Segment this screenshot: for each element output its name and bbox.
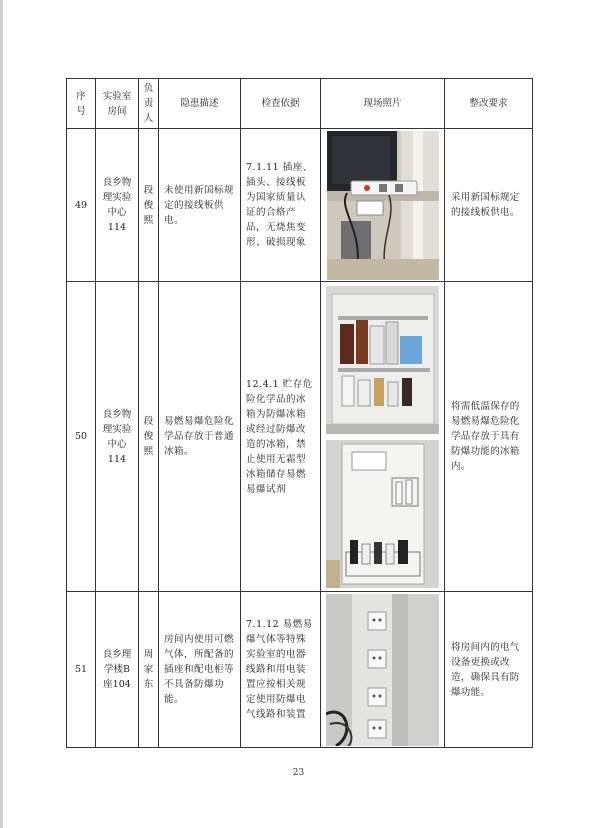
row-photo-cell xyxy=(321,592,445,748)
header-person xyxy=(139,79,159,129)
room-line: 114 xyxy=(107,222,127,233)
room-line: 114 xyxy=(107,453,127,465)
header-room-line-1: 实验室 xyxy=(102,90,132,102)
header-index xyxy=(67,79,96,129)
room-line: 理实验 xyxy=(102,423,132,435)
header-hazard: 隐患描述 xyxy=(159,79,241,129)
fridge-door-photo xyxy=(326,440,439,588)
row-hazard: 房间内使用可燃气体，所配备的插座和配电柜等不具备防爆功能。 xyxy=(159,592,241,748)
person-char: 俊 xyxy=(143,431,154,442)
person-char: 周 xyxy=(143,649,154,660)
row-person xyxy=(139,282,159,592)
room-line: 良乡物 xyxy=(102,408,132,420)
header-index-char-2: 号 xyxy=(76,105,86,117)
row-room xyxy=(96,129,139,282)
fridge-shelf-photo xyxy=(326,286,439,434)
row-requirement: 将需低温保存的易燃易爆危险化学品存放于具有防爆功能的冰箱内。 xyxy=(445,282,533,592)
room-line: 理实验 xyxy=(102,192,132,203)
header-room-line-2: 房间 xyxy=(107,105,127,117)
power-strip-photo xyxy=(327,131,439,280)
row-person xyxy=(139,592,159,748)
header-index-char-1: 序 xyxy=(76,90,86,102)
header-row xyxy=(67,79,533,129)
wall-socket-photo xyxy=(326,594,439,746)
row-basis: 12.4.1 贮存危险化学品的冰箱为防爆冰箱或经过防爆改造的冰箱，禁止使用无霜型冰箱储存易燃易爆试剂 xyxy=(241,282,321,592)
room-line: 中心 xyxy=(107,207,127,218)
row-index: 50 xyxy=(67,282,96,592)
person-char: 熙 xyxy=(143,446,154,457)
header-person-char-3: 人 xyxy=(143,113,154,124)
row-requirement: 采用新国标规定的接线板供电。 xyxy=(445,129,533,282)
header-room xyxy=(96,79,139,129)
page-edge xyxy=(0,0,3,828)
row-index: 51 xyxy=(67,592,96,748)
table-row xyxy=(67,592,533,748)
person-char: 俊 xyxy=(143,199,154,211)
row-photo-cell xyxy=(321,129,445,282)
row-room xyxy=(96,282,139,592)
room-line: 良乡理 xyxy=(102,649,132,660)
header-requirement: 整改要求 xyxy=(445,79,533,129)
person-char: 段 xyxy=(143,184,154,196)
header-person-char-1: 负 xyxy=(143,83,154,94)
table-row xyxy=(67,129,533,282)
room-line: 座104 xyxy=(103,679,131,690)
person-char: 家 xyxy=(143,664,154,675)
page-number: 23 xyxy=(292,768,305,778)
header-basis: 检查依据 xyxy=(241,79,321,129)
person-char: 东 xyxy=(143,679,154,690)
row-requirement: 将房间内的电气设备更换或改造，确保具有防爆功能。 xyxy=(445,592,533,748)
row-basis: 7.1.11 插座、插头、接线板为国家质量认证的合格产品，无烧焦变形、破损现象 xyxy=(241,129,321,282)
room-line: 中心 xyxy=(107,438,127,450)
row-room xyxy=(96,592,139,748)
room-line: 学楼B xyxy=(104,664,130,675)
fridge-door-photo-graphic xyxy=(326,440,439,588)
room-line: 良乡物 xyxy=(102,177,132,188)
inspection-table xyxy=(66,78,533,748)
wall-socket-photo-graphic xyxy=(326,594,439,746)
fridge-shelf-photo-graphic xyxy=(326,286,439,434)
table-row xyxy=(67,282,533,592)
header-person-char-2: 责 xyxy=(143,98,154,109)
row-hazard: 易燃易爆危险化学品存放于普通冰箱。 xyxy=(159,282,241,592)
header-photo: 现场照片 xyxy=(321,79,445,129)
row-index: 49 xyxy=(67,129,96,282)
person-char: 段 xyxy=(143,416,154,427)
row-photo-cell xyxy=(321,282,445,592)
row-basis: 7.1.12 易燃易爆气体等特殊实验室的电器线路和用电装置应按相关规定使用防爆电气线路和装置 xyxy=(241,592,321,748)
person-char: 熙 xyxy=(143,214,154,226)
row-hazard: 未使用新国标规定的接线板供电。 xyxy=(159,129,241,282)
power-strip-photo-graphic xyxy=(327,131,439,280)
row-person xyxy=(139,129,159,282)
